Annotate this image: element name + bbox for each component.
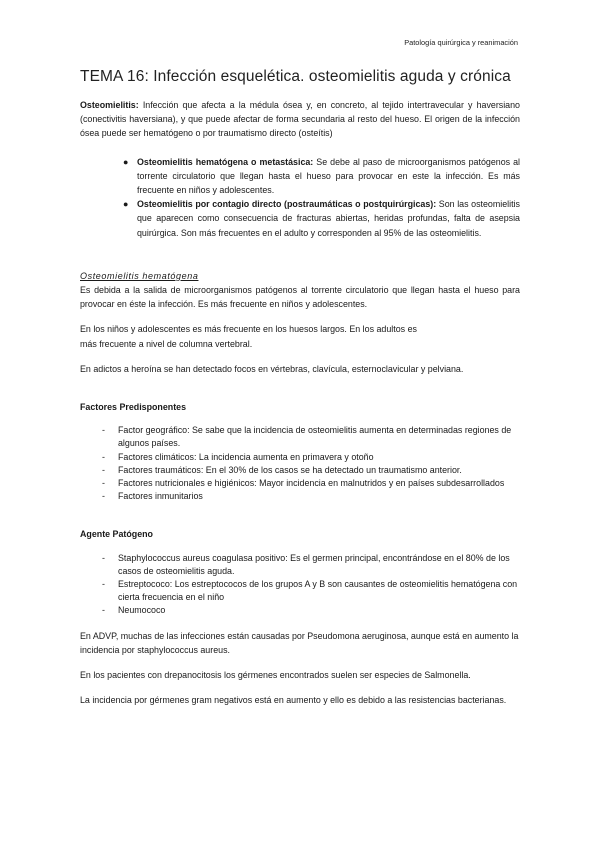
list-item xyxy=(102,578,520,604)
list-item xyxy=(102,451,520,464)
factores-list xyxy=(102,424,520,503)
paragraph: La incidencia por gérmenes gram negativos está en aumento y ello es debido a las resistencias bacterianas. xyxy=(80,695,507,706)
section-heading-factores: Factores Predisponentes xyxy=(80,402,187,413)
osteomyelitis-types-list xyxy=(123,155,520,240)
list-item-text: Factores climáticos: La incidencia aumenta en primavera y otoño xyxy=(118,451,374,462)
page-title: TEMA 16: Infección esquelética. osteomielitis aguda y crónica xyxy=(80,68,511,85)
intro-paragraph xyxy=(80,98,520,141)
list-item xyxy=(102,424,520,450)
paragraph: Es debida a la salida de microorganismos patógenos al torrente circulatorio que llegan hasta el hueso para provocar en éste la infección. Es más frecuente en niños y adolescentes. xyxy=(80,285,520,310)
section-heading-agente: Agente Patógeno xyxy=(80,529,153,540)
document-body xyxy=(80,98,520,708)
line: En los niños y adolescentes es más frecuente en los huesos largos. En los adultos es xyxy=(80,324,417,335)
list-item xyxy=(123,197,520,240)
list-item-text: Neumococo xyxy=(118,605,166,616)
dash-icon: - xyxy=(102,478,105,489)
bullet-icon: ● xyxy=(123,156,129,167)
dash-icon: - xyxy=(102,579,105,590)
list-item xyxy=(102,490,520,503)
paragraph: En los pacientes con drepanocitosis los gérmenes encontrados suelen ser especies de Salmonella. xyxy=(80,670,471,681)
intro-term: Osteomielitis: xyxy=(80,100,139,110)
paragraph xyxy=(80,322,520,350)
list-item-text: Factores inmunitarios xyxy=(118,491,203,502)
dash-icon: - xyxy=(102,451,105,462)
list-item-text: Estreptococo: Los estreptococos de los grupos A y B son causantes de osteomielitis hematógena con cierta frecuencia en el niño xyxy=(118,579,518,603)
type-term: Osteomielitis por contagio directo (postraumáticas o postquirúrgicas): xyxy=(137,199,437,210)
line: más frecuente a nivel de columna vertebral. xyxy=(80,338,253,349)
list-item xyxy=(123,155,520,198)
list-item-text: Factor geográfico: Se sabe que la incidencia de osteomielitis aumenta en determinadas regiones de algunos países. xyxy=(118,425,512,449)
section-subtitle-hematogena: Osteomielitis hematógena xyxy=(80,270,199,281)
dash-icon: - xyxy=(102,491,105,502)
intro-text: Infección que afecta a la médula ósea y, en concreto, al tejido intertravecular y haversiano (conectivitis haversiana), y que puede afectar de forma secundaria al resto del hueso. El origen de la infección ósea puede ser hematógeno o por traumatismo directo (osteítis) xyxy=(80,100,520,139)
dash-icon: - xyxy=(102,464,105,475)
list-item xyxy=(102,464,520,477)
bullet-icon: ● xyxy=(123,199,129,210)
dash-icon: - xyxy=(102,552,105,563)
type-term: Osteomielitis hematógena o metastásica: xyxy=(137,156,314,167)
paragraph: En adictos a heroína se han detectado focos en vértebras, clavícula, esternoclavicular y pelviana. xyxy=(80,363,464,374)
paragraph: En ADVP, muchas de las infecciones están causadas por Pseudomona aeruginosa, aunque está en aumento la incidencia por staphylococcus aureus. xyxy=(80,630,519,655)
list-item xyxy=(102,477,520,490)
dash-icon: - xyxy=(102,425,105,436)
dash-icon: - xyxy=(102,605,105,616)
type-text: Se debe al paso de microorganismos patógenos al torrente circulatorio que llegan hasta el hueso para provocar en este la infección. Es más frecuente en niños y adolescentes. xyxy=(137,156,521,196)
page-header: Patología quirúrgica y reanimación xyxy=(404,38,518,47)
type-text: Son las osteomielitis que aparecen como consecuencia de fracturas abiertas, heridas profundas, falta de asepsia quirúrgica. Son más frecuentes en el adulto y corresponden al 95% de las osteomielitis. xyxy=(137,199,520,238)
agente-list xyxy=(102,552,520,618)
list-item xyxy=(102,604,520,617)
list-item xyxy=(102,552,520,578)
list-item-text: Factores nutricionales e higiénicos: Mayor incidencia en malnutridos y en países subdesarrollados xyxy=(118,478,505,489)
list-item-text: Factores traumáticos: En el 30% de los casos se ha detectado un traumatismo anterior. xyxy=(118,464,462,475)
list-item-text: Staphylococcus aureus coagulasa positivo: Es el germen principal, encontrándose en el 80% de los casos de osteomielitis aguda. xyxy=(118,552,510,576)
